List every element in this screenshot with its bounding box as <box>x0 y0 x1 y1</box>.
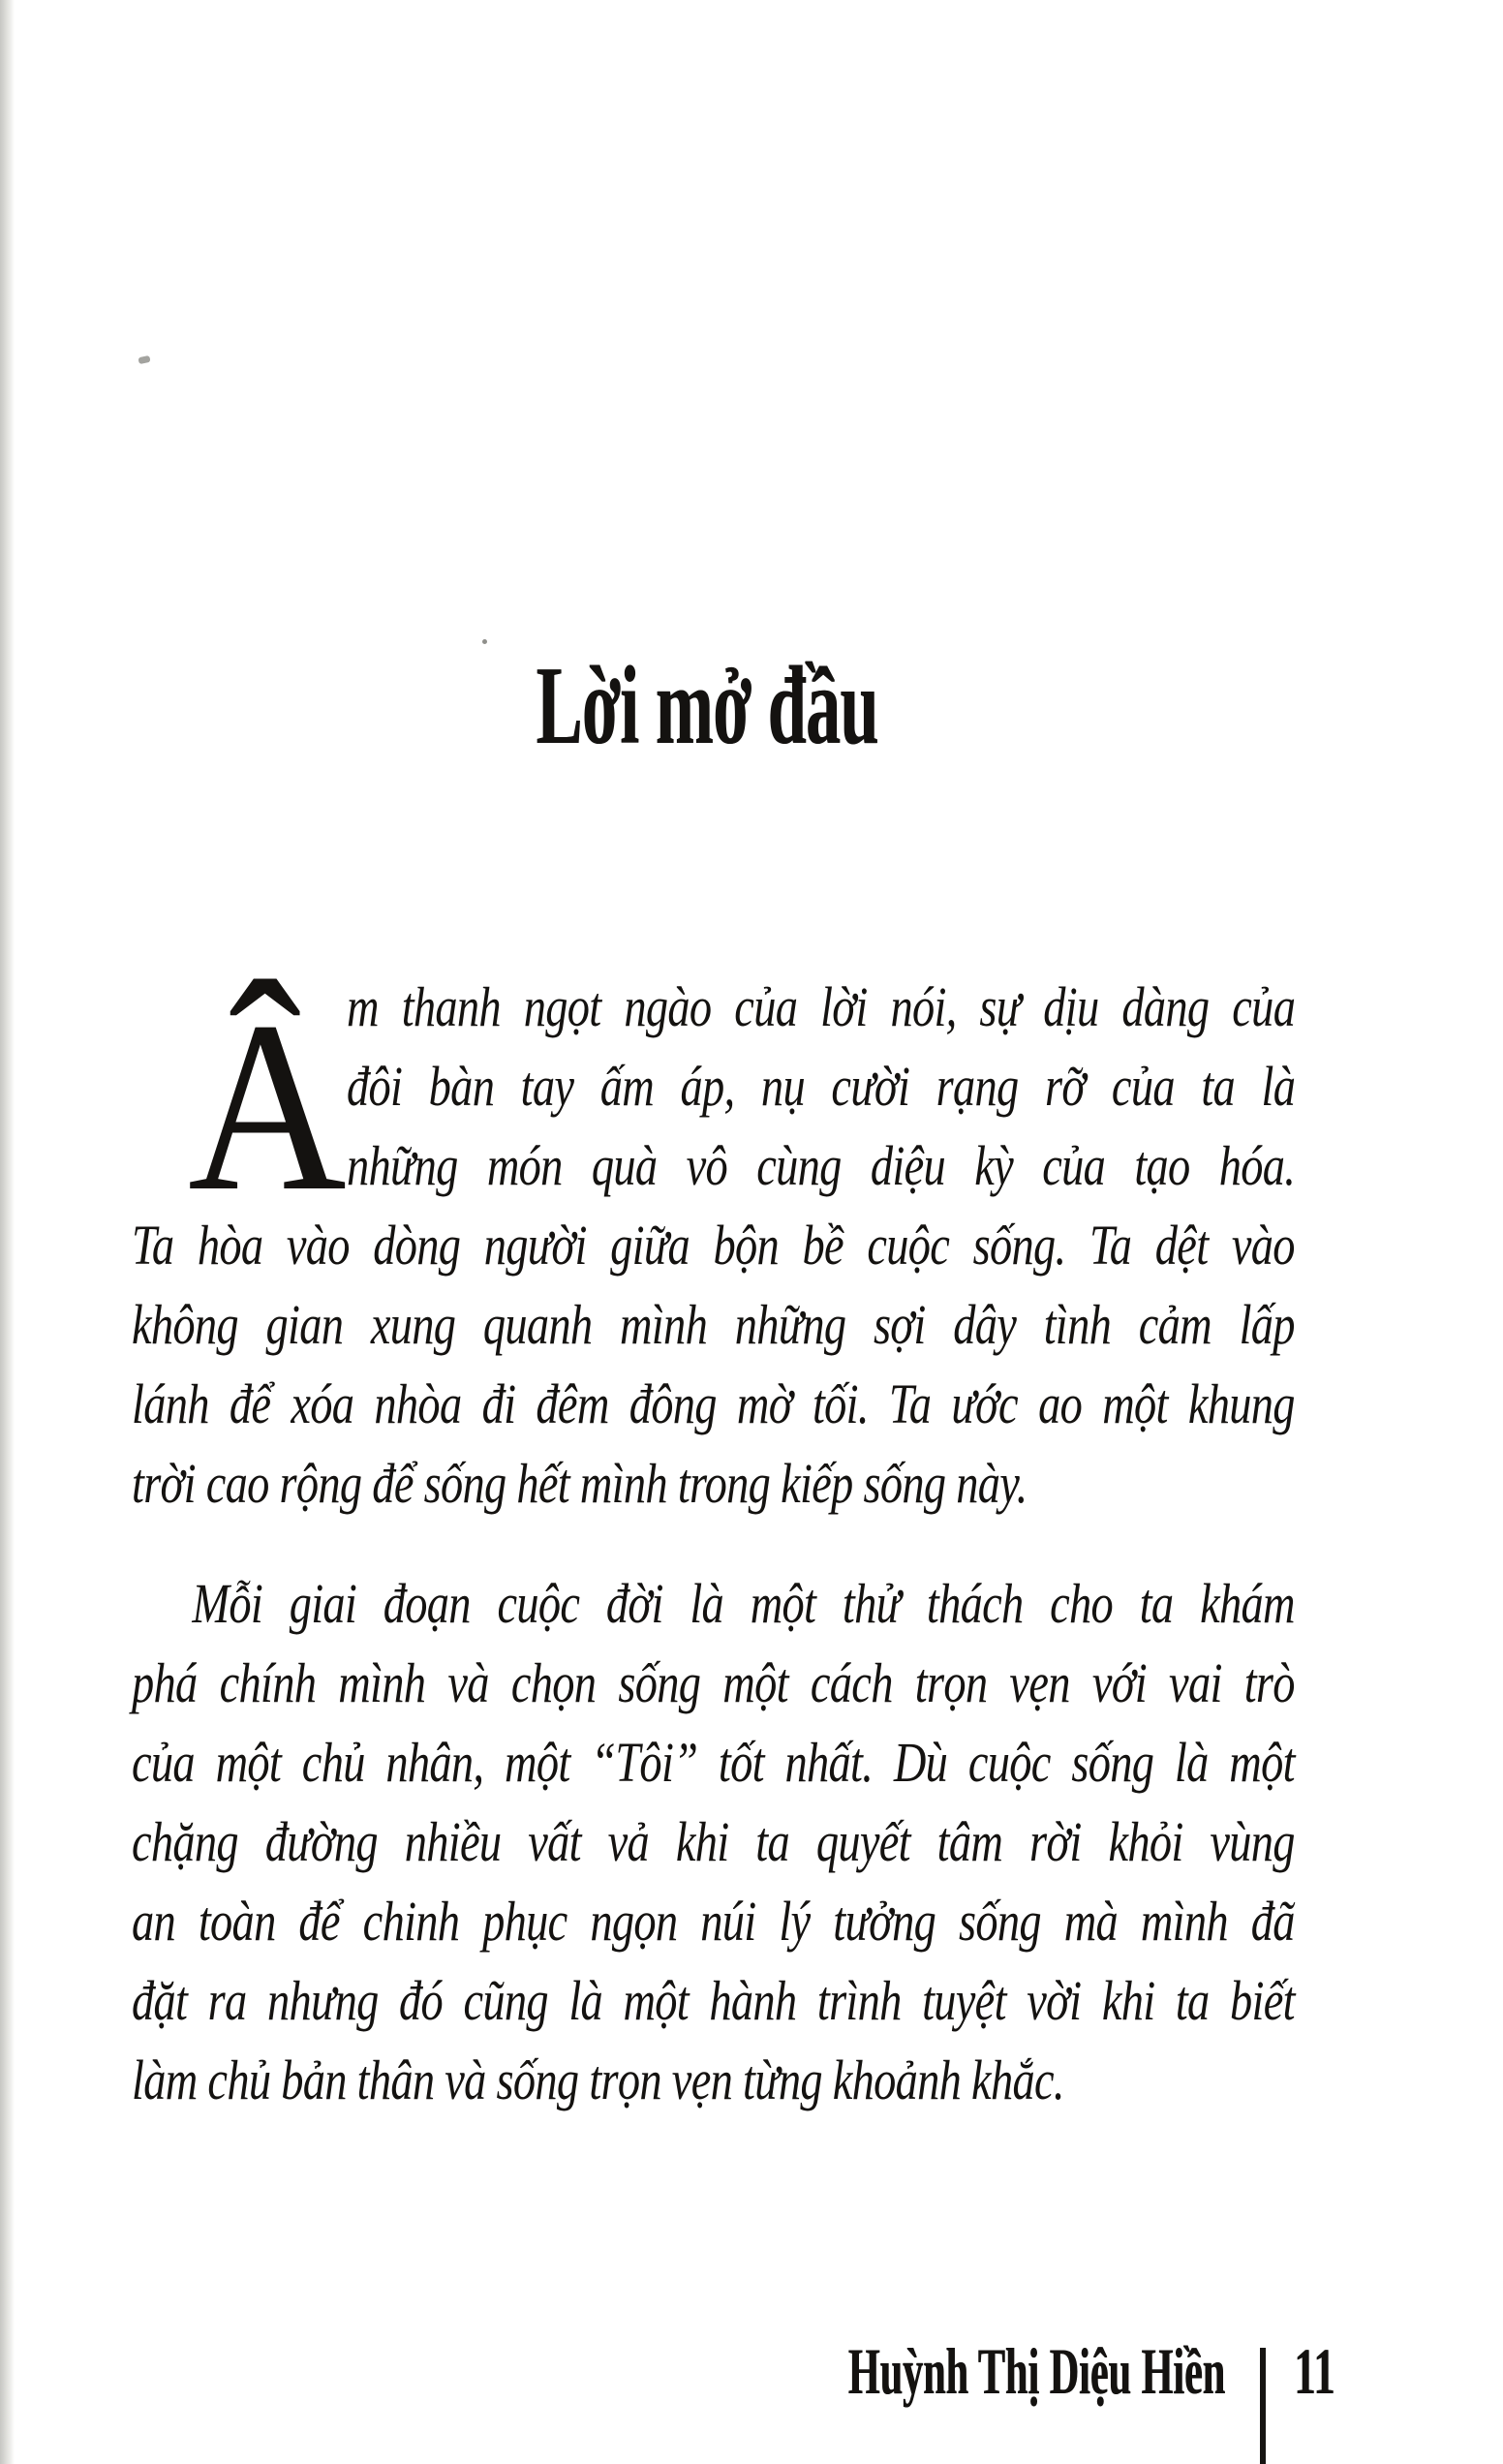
paragraph-1-lines-full-width <box>132 1206 1295 1524</box>
footer-vertical-rule <box>1260 2348 1266 2464</box>
scan-speck <box>482 639 487 644</box>
scan-edge-shadow <box>0 0 15 2464</box>
text-line: an toàn để chinh phục ngọn núi lý tưởng sống mà mình đã <box>132 1890 1295 1953</box>
text-line: những món quà vô cùng diệu kỳ của tạo hóa. <box>347 1134 1296 1197</box>
text-line: trời cao rộng để sống hết mình trong kiếp sống này. <box>132 1452 1028 1515</box>
text-line: của một chủ nhân, một “Tôi” tốt nhất. Dù cuộc sống là một <box>132 1731 1295 1794</box>
text-line: lánh để xóa nhòa đi đêm đông mờ tối. Ta ước ao một khung <box>132 1372 1295 1435</box>
footer-author-name: Huỳnh Thị Diệu Hiền <box>847 2334 1225 2408</box>
text-line: m thanh ngọt ngào của lời nói, sự dịu dàng của <box>347 975 1296 1038</box>
text-line: phá chính mình và chọn sống một cách trọn vẹn với vai trò <box>132 1651 1295 1714</box>
text-line: làm chủ bản thân và sống trọn vẹn từng khoảnh khắc. <box>132 2048 1064 2111</box>
text-line: không gian xung quanh mình những sợi dây tình cảm lấp <box>132 1293 1295 1356</box>
drop-cap-letter: Â <box>188 970 347 1242</box>
text-line: chặng đường nhiều vất vả khi ta quyết tâm rời khỏi vùng <box>132 1810 1295 1873</box>
chapter-title: Lời mở đầu <box>536 644 878 768</box>
scan-speck <box>138 355 150 364</box>
text-line: Ta hòa vào dòng người giữa bộn bề cuộc sống. Ta dệt vào <box>132 1214 1295 1277</box>
text-line: đôi bàn tay ấm áp, nụ cười rạng rỡ của ta là <box>347 1055 1296 1118</box>
paragraph-2 <box>132 1564 1295 2120</box>
footer-page-number: 11 <box>1294 2334 1335 2408</box>
text-line: Mỗi giai đoạn cuộc đời là một thử thách cho ta khám <box>192 1572 1295 1635</box>
paragraph-1-lines-beside-dropcap <box>347 968 1295 1206</box>
text-line: đặt ra nhưng đó cũng là một hành trình tuyệt vời khi ta biết <box>132 1969 1295 2032</box>
